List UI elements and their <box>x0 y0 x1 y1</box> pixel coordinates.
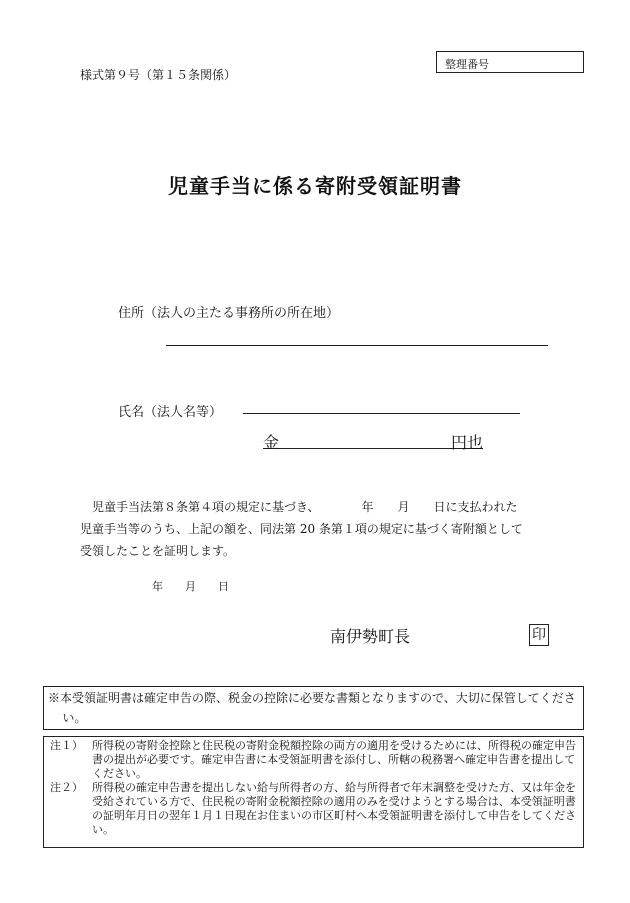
body-line: 受領したことを証明します。 <box>80 544 236 558</box>
address-label: 住所（法人の主たる事務所の所在地） <box>118 306 340 321</box>
certification-text <box>80 496 555 562</box>
form-number: 様式第９号（第１５条関係） <box>80 68 237 82</box>
body-line: 児童手当法第８条第４項の規定に基づき、 年 月 日に支払われた <box>92 500 518 514</box>
notice-text: ※本受領証明書は確定申告の際、税金の控除に必要な書類となりますので、大切に保管してください。 <box>48 691 576 725</box>
amount-suffix: 円也 <box>450 433 483 452</box>
name-label: 氏名（法人名等） <box>118 405 223 420</box>
notes-box <box>43 736 584 848</box>
name-field-line <box>243 413 520 414</box>
note-text: 所得税の寄附金控除と住民税の寄附金税額控除の両方の適用を受けるためには、所得税の確定申告書の提出が必要です。確定申告書に本受領証明書を添付し、所轄の税務署へ確定申告書を提出してください。 <box>92 739 576 780</box>
body-line: 児童手当等のうち、上記の額を、同法第 20 条第１項の規定に基づく寄附額として <box>80 522 523 536</box>
issuer-name: 南伊勢町長 <box>330 627 411 646</box>
reference-number-box: 整理番号 <box>436 51 584 73</box>
note-text: 所得税の確定申告書を提出しない給与所得者の方、給与所得者で年末調整を受けた方、又は年金を受給されている方で、住民税の寄附金税額控除の適用のみを受けようとする場合は、本受領証明書の証明年月日の翌年１月１日現在お住まいの市区町村へ本受領証明書を添付して申告をしてください。 <box>92 781 576 836</box>
document-title: 児童手当に係る寄附受領証明書 <box>168 174 462 198</box>
issue-date: 年 月 日 <box>152 580 229 593</box>
seal-mark: 印 <box>529 624 549 646</box>
note-item <box>50 739 577 781</box>
amount-prefix: 金 <box>263 433 280 452</box>
notice-box <box>43 686 584 730</box>
address-field-line <box>166 345 548 346</box>
note-label: 注２） <box>50 781 83 794</box>
note-item <box>50 781 577 837</box>
amount-field <box>263 430 483 452</box>
note-label: 注１） <box>50 739 83 752</box>
